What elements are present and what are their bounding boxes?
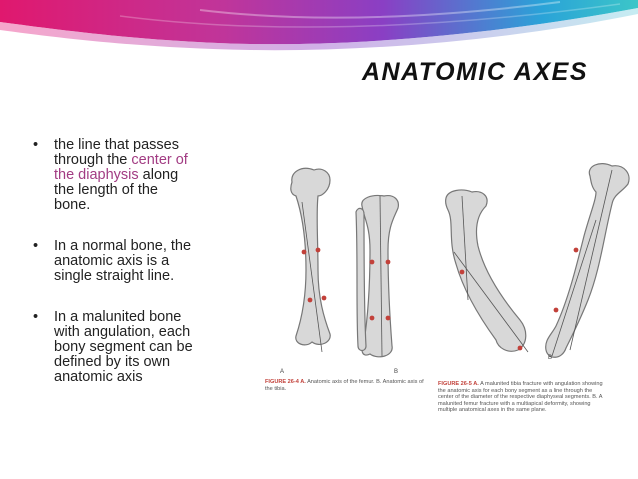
malunited-femur-bone bbox=[546, 164, 629, 358]
malunited-tibia-bone bbox=[446, 190, 526, 351]
bullet-text: single straight line. bbox=[54, 268, 175, 284]
caption-text: A malunited tibia fracture with angulation showing the anatomic axis for each bony segment as a line through the center of the diameter of the respective diaphyseal segments. B. A malunited femur fracture with a multiapical deformity, showing multiple anatomical axes in the same plane. bbox=[438, 381, 603, 414]
header-swoosh-banner bbox=[0, 0, 638, 52]
bullet-text: In a malunited bone bbox=[54, 309, 182, 325]
bullet-text: through the bbox=[54, 152, 132, 168]
bullet-dot: • bbox=[33, 137, 39, 153]
axis-marker bbox=[370, 260, 375, 265]
bullet-text: anatomic axis is a bbox=[54, 253, 170, 269]
bullet-dot: • bbox=[33, 238, 39, 254]
axis-marker bbox=[308, 298, 313, 303]
axis-marker bbox=[460, 270, 465, 275]
highlight-text: the diaphysis bbox=[54, 167, 139, 183]
slide-title: ANATOMIC AXES bbox=[362, 58, 588, 86]
axis-marker bbox=[574, 248, 579, 253]
tibia-segment-axis-2 bbox=[454, 252, 528, 352]
bullet-text: along bbox=[138, 167, 179, 183]
bullet-dot: • bbox=[33, 309, 39, 325]
axis-marker bbox=[302, 250, 307, 255]
bullet-text: bony segment can be bbox=[54, 339, 193, 355]
femur-segment-axis-1 bbox=[570, 170, 612, 350]
figure-label-b: B bbox=[548, 355, 553, 361]
femur-bone bbox=[291, 168, 330, 345]
axis-marker bbox=[554, 308, 559, 313]
bullet-text: the length of the bbox=[54, 182, 158, 198]
bullet-item bbox=[30, 239, 260, 284]
bullet-item bbox=[30, 310, 260, 385]
caption-figure-number: FIGURE 26-4 A. bbox=[265, 379, 306, 385]
bullet-item bbox=[30, 138, 260, 213]
axis-marker bbox=[322, 296, 327, 301]
axis-marker bbox=[386, 260, 391, 265]
figure-caption-26-5 bbox=[438, 381, 608, 414]
figure-caption-26-4 bbox=[265, 379, 430, 392]
axis-marker bbox=[370, 316, 375, 321]
axis-marker bbox=[386, 316, 391, 321]
bullet-text: In a normal bone, the bbox=[54, 238, 192, 254]
caption-figure-number: FIGURE 26-5 A. bbox=[438, 381, 479, 387]
bullet-list bbox=[30, 138, 260, 411]
bullet-text: bone. bbox=[54, 197, 91, 213]
caption-text: Anatomic axis of the femur. B. Anatomic axis of the tibia. bbox=[265, 379, 424, 392]
bullet-text: with angulation, each bbox=[54, 324, 191, 340]
bullet-text: defined by its own bbox=[54, 354, 171, 370]
axis-marker bbox=[316, 248, 321, 253]
figure-label-a: A bbox=[280, 369, 285, 375]
bullet-text: the line that passes bbox=[54, 137, 179, 153]
fibula-bone bbox=[356, 208, 366, 350]
highlight-text: center of bbox=[131, 152, 188, 168]
axis-marker bbox=[518, 346, 523, 351]
bullet-text: anatomic axis bbox=[54, 369, 143, 385]
figure-label-b: B bbox=[394, 369, 399, 375]
